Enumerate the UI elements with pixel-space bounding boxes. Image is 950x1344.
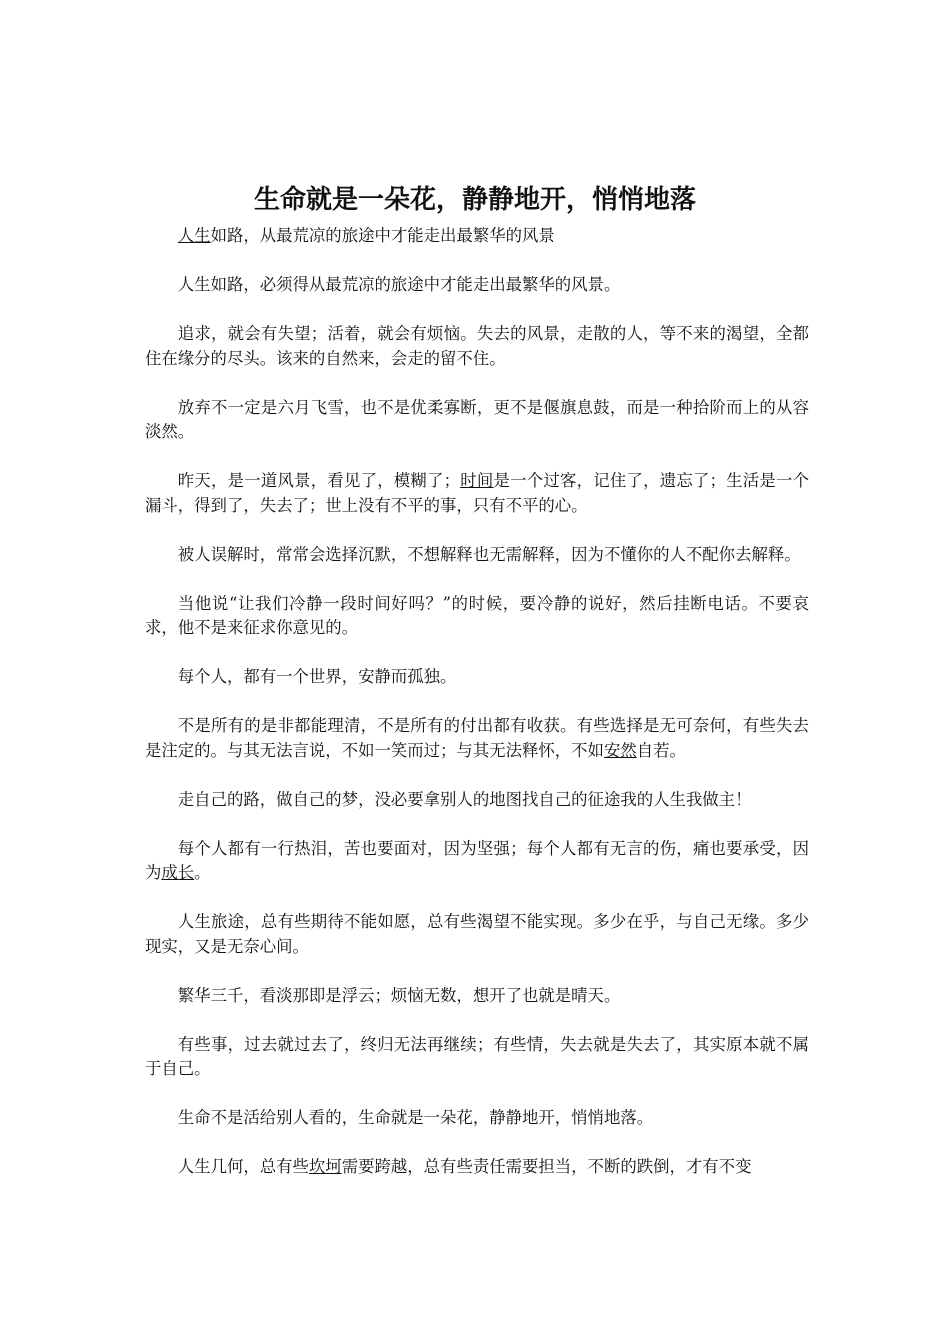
paragraph-text: 被人误解时，常常会选择沉默，不想解释也无需解释，因为不懂你的人不配你去解释。 bbox=[177, 544, 801, 564]
paragraph-text: 每个人，都有一个世界，安静而孤独。 bbox=[177, 667, 457, 686]
paragraph-text: 人生几何，总有些 bbox=[177, 1157, 309, 1176]
paragraph-text: 不是所有的是非都能理清，不是所有的付出都有收获。有些选择是无可奈何，有些失去是注定的。与其无法言说，不如一笑而过；与其无法释怀，不如 bbox=[145, 716, 809, 760]
paragraph bbox=[145, 714, 809, 763]
paragraph bbox=[145, 837, 809, 886]
paragraph-text: 放弃不一定是六月飞雪，也不是优柔寡断，更不是偃旗息鼓，而是一种拾阶而上的从容淡然。 bbox=[145, 397, 809, 441]
article-body bbox=[145, 224, 809, 1204]
paragraph-text: 每个人都有一行热泪，苦也要面对，因为坚强；每个人都有无言的伤，痛也要承受，因为 bbox=[145, 838, 809, 882]
paragraph-text: 生命不是活给别人看的，生命就是一朵花，静静地开，悄悄地落。 bbox=[177, 1108, 654, 1127]
paragraph bbox=[145, 1033, 809, 1082]
paragraph bbox=[145, 396, 809, 445]
paragraph bbox=[145, 592, 809, 641]
inline-link[interactable]: 安然 bbox=[603, 740, 637, 760]
paragraph bbox=[145, 273, 809, 298]
paragraph-text: 自若。 bbox=[636, 740, 686, 760]
paragraph bbox=[145, 984, 809, 1009]
paragraph-text: 追求，就会有失望；活着，就会有烦恼。失去的风景，走散的人，等不来的渴望，全都住在缘分的尽头。该来的自然来，会走的留不住。 bbox=[145, 324, 809, 368]
paragraph-text: 昨天，是一道风景，看见了，模糊了； bbox=[177, 471, 461, 490]
inline-link[interactable]: 时间 bbox=[460, 471, 494, 490]
paragraph-text: 有些事，过去就过去了，终归无法再继续；有些情，失去就是失去了，其实原本就不属于自己。 bbox=[145, 1034, 809, 1078]
paragraph bbox=[145, 322, 809, 371]
paragraph bbox=[145, 469, 809, 518]
inline-link[interactable]: 成长 bbox=[161, 863, 195, 882]
paragraph bbox=[145, 224, 809, 249]
paragraph-text: 需要跨越，总有些责任需要担当，不断的跌倒，才有不变 bbox=[341, 1157, 752, 1176]
paragraph-text: 如路，从最荒凉的旅途中才能走出最繁华的风景 bbox=[210, 226, 555, 245]
paragraph-text: 繁华三千，看淡那即是浮云；烦恼无数，想开了也就是晴天。 bbox=[177, 985, 621, 1005]
paragraph-text: 人生旅途，总有些期待不能如愿，总有些渴望不能实现。多少在乎，与自己无缘。多少现实，又是无奈心间。 bbox=[145, 912, 809, 956]
paragraph bbox=[145, 543, 809, 568]
inline-link[interactable]: 人生 bbox=[177, 226, 211, 245]
paragraph-text: 当他说“让我们冷静一段时间好吗？”的时候，要冷静的说好，然后挂断电话。不要哀求，他不是来征求你意见的。 bbox=[145, 593, 809, 637]
paragraph-text: 。 bbox=[194, 863, 211, 882]
paragraph-text: 是一个过客，记住了，遗忘了；生活是一个漏斗，得到了，失去了；世上没有不平的事，只有不平的心。 bbox=[145, 471, 810, 515]
page-title: 生命就是一朵花，静静地开，悄悄地落 bbox=[253, 185, 696, 215]
paragraph bbox=[145, 788, 809, 813]
paragraph bbox=[145, 1155, 809, 1180]
paragraph-text: 走自己的路，做自己的梦，没必要拿别人的地图找自己的征途我的人生我做主！ bbox=[177, 789, 752, 809]
paragraph bbox=[145, 665, 809, 690]
inline-link[interactable]: 坎坷 bbox=[308, 1157, 342, 1176]
paragraph bbox=[145, 1106, 809, 1131]
paragraph bbox=[145, 910, 809, 959]
paragraph-text: 人生如路，必须得从最荒凉的旅途中才能走出最繁华的风景。 bbox=[177, 275, 621, 294]
